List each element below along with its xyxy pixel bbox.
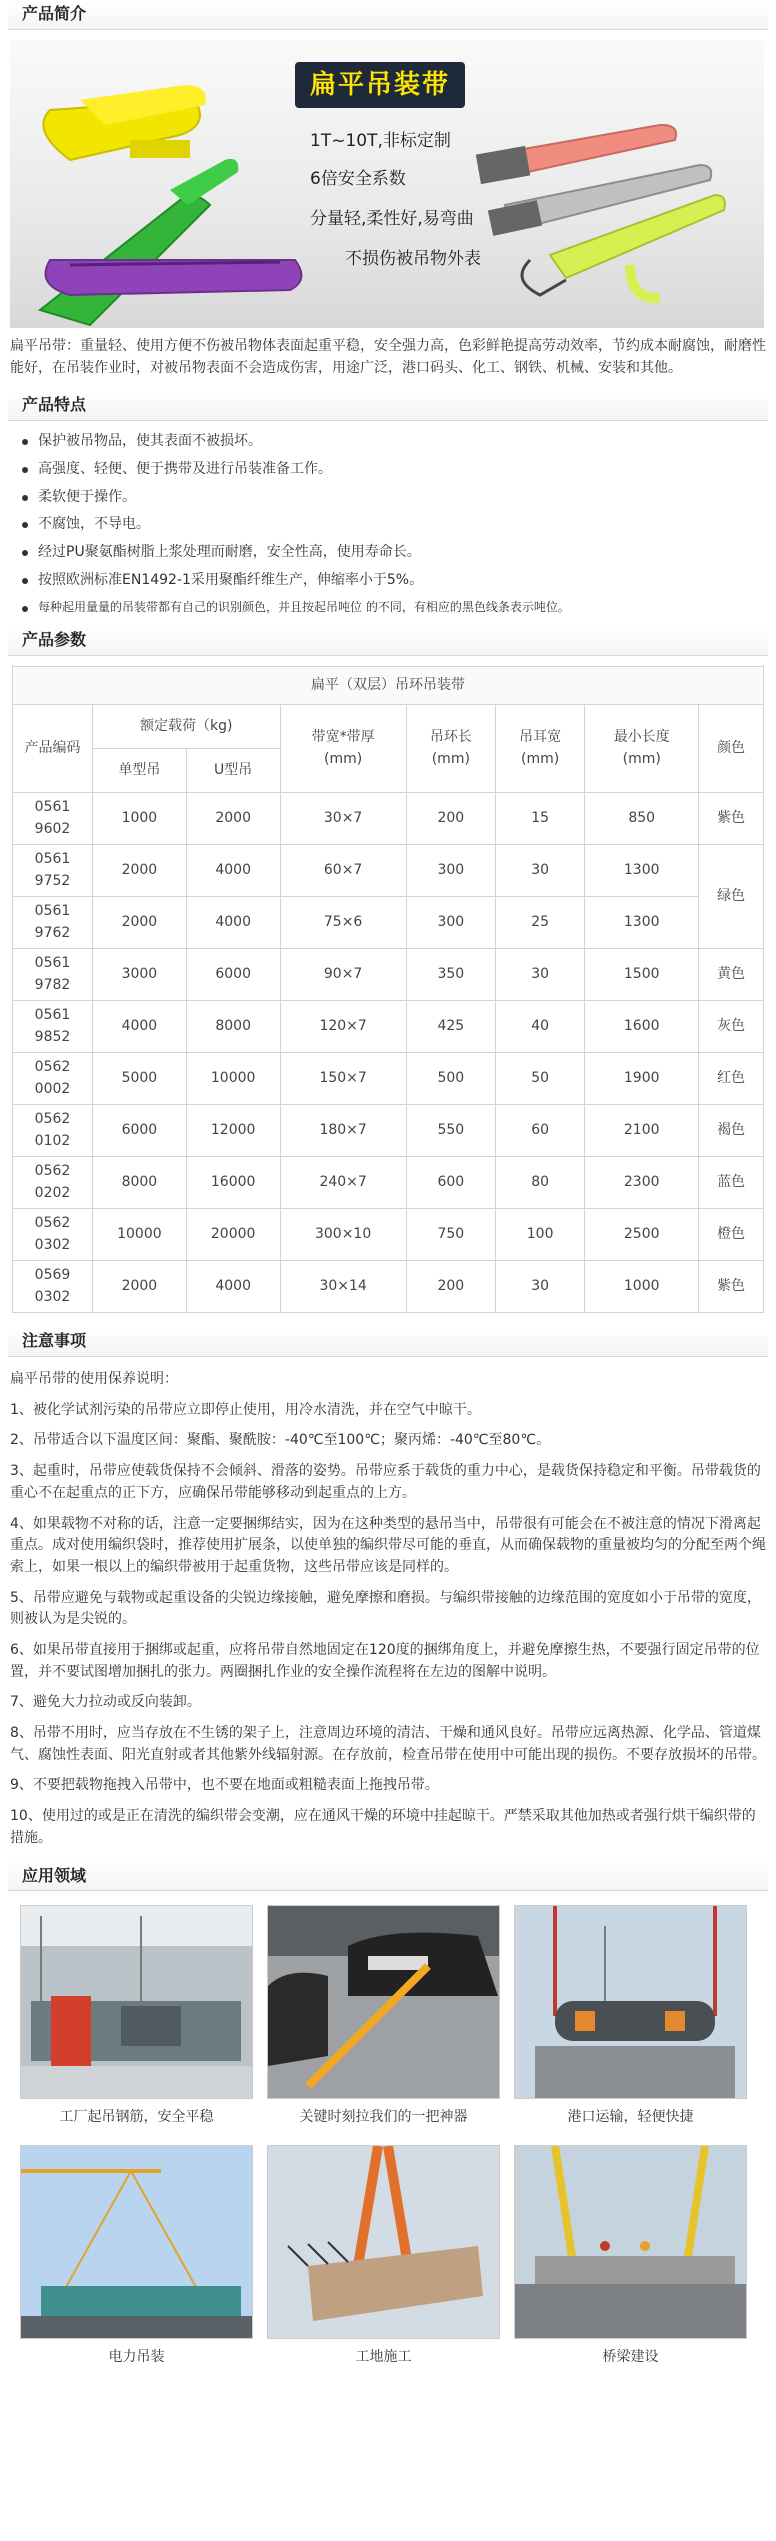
feature-list xyxy=(8,431,768,616)
header-ear-width: 吊耳宽 (mm) xyxy=(495,705,584,793)
cell-code: 0562 0202 xyxy=(13,1157,93,1209)
section-heading-params: 产品参数 xyxy=(8,626,768,656)
cell-single: 4000 xyxy=(93,1001,187,1053)
cell-wt: 90×7 xyxy=(280,949,406,1001)
power-lifting-photo xyxy=(20,2145,253,2339)
feature-item: 保护被吊物品，使其表面不被损坏。 xyxy=(22,431,768,453)
section-heading-features: 产品特点 xyxy=(8,391,768,421)
hero-tagline-safety: 6倍安全系数 xyxy=(310,169,406,189)
port-transport-photo xyxy=(514,1905,747,2099)
feature-item: 柔软便于操作。 xyxy=(22,487,768,509)
cell-u: 20000 xyxy=(186,1209,280,1261)
cell-single: 2000 xyxy=(93,1261,187,1313)
cell-min: 1300 xyxy=(585,845,699,897)
cell-u: 4000 xyxy=(186,845,280,897)
bridge-construction-photo xyxy=(514,2145,747,2339)
feature-item: 按照欧洲标准EN1492-1采用聚酯纤维生产，伸缩率小于5%。 xyxy=(22,570,768,592)
cell-code: 0561 9752 xyxy=(13,845,93,897)
cell-wt: 30×7 xyxy=(280,793,406,845)
cell-wt: 75×6 xyxy=(280,897,406,949)
table-row xyxy=(13,949,764,1001)
cell-single: 2000 xyxy=(93,845,187,897)
application-card xyxy=(514,1905,747,2133)
cell-color: 橙色 xyxy=(699,1209,764,1261)
header-single: 单型吊 xyxy=(93,749,187,793)
table-row xyxy=(13,897,764,949)
application-card xyxy=(20,1905,253,2133)
hero-banner xyxy=(10,40,764,328)
cell-code: 0561 9852 xyxy=(13,1001,93,1053)
section-heading-notes: 注意事项 xyxy=(8,1327,768,1357)
cell-color: 紫色 xyxy=(699,793,764,845)
cell-code: 0562 0102 xyxy=(13,1105,93,1157)
header-loop-length: 吊环长 (mm) xyxy=(406,705,495,793)
table-row xyxy=(13,1157,764,1209)
application-caption: 电力吊装 xyxy=(108,2349,165,2366)
note-paragraph: 6、如果吊带直接用于捆绑或起重，应将吊带自然地固定在120度的捆绑角度上，并避免摩擦生热，不要强行固定吊带的位置，并不要试图增加捆扎的张力。两圈捆扎作业的安全操作流程将在左边的图解中说明。 xyxy=(10,1641,760,1680)
section-heading-intro: 产品简介 xyxy=(8,0,768,30)
cell-u: 10000 xyxy=(186,1053,280,1105)
intro-paragraph: 扁平吊带：重量轻、使用方便不伤被吊物体表面起重平稳，安全强力高，色彩鲜艳提高劳动效率，节约成本耐腐蚀，耐磨性能好，在吊装作业时，对被吊物表面不会造成伤害，用途广泛，港口码头、化工、钢铁、机械、安装和其他。 xyxy=(10,338,766,376)
table-row xyxy=(13,1001,764,1053)
cell-wt: 120×7 xyxy=(280,1001,406,1053)
factory-lifting-photo xyxy=(20,1905,253,2099)
params-table xyxy=(12,666,764,1313)
application-card xyxy=(267,1905,500,2133)
cell-min: 1600 xyxy=(585,1001,699,1053)
hero-tagline-no-damage: 不损伤被吊物外表 xyxy=(345,249,481,269)
note-paragraph: 7、避免大力拉动或反向装卸。 xyxy=(10,1694,201,1711)
feature-item: 不腐蚀，不导电。 xyxy=(22,514,768,536)
cell-color: 黄色 xyxy=(699,949,764,1001)
notes-block xyxy=(8,1367,768,1851)
header-load: 额定载荷（kg) xyxy=(93,705,281,749)
cell-min: 1000 xyxy=(585,1261,699,1313)
cell-code: 0561 9762 xyxy=(13,897,93,949)
cell-code: 0562 0002 xyxy=(13,1053,93,1105)
application-caption: 关键时刻拉我们的一把神器 xyxy=(299,2109,468,2126)
table-row xyxy=(13,1261,764,1313)
cell-single: 6000 xyxy=(93,1105,187,1157)
cell-loop: 600 xyxy=(406,1157,495,1209)
cell-ear: 40 xyxy=(495,1001,584,1053)
section-heading-applications: 应用领域 xyxy=(8,1861,768,1891)
cell-loop: 500 xyxy=(406,1053,495,1105)
cell-wt: 180×7 xyxy=(280,1105,406,1157)
note-paragraph: 8、吊带不用时，应当存放在不生锈的架子上，注意周边环境的清洁、干燥和通风良好。吊带应远离热源、化学品、管道煤气、腐蚀性表面、阳光直射或者其他紫外线辐射源。在存放前，检查吊带在使用中可能出现的损伤。不要存放损坏的吊带。 xyxy=(10,1725,766,1763)
cell-loop: 350 xyxy=(406,949,495,1001)
cell-code: 0562 0302 xyxy=(13,1209,93,1261)
cell-min: 850 xyxy=(585,793,699,845)
cell-u: 4000 xyxy=(186,897,280,949)
cell-min: 1300 xyxy=(585,897,699,949)
note-paragraph: 1、被化学试剂污染的吊带应立即停止使用，用冷水清洗，并在空气中晾干。 xyxy=(10,1401,481,1418)
cell-ear: 30 xyxy=(495,949,584,1001)
header-u-type: U型吊 xyxy=(186,749,280,793)
cell-color: 灰色 xyxy=(699,1001,764,1053)
construction-site-photo xyxy=(267,2145,500,2339)
note-paragraph: 9、不要把载物拖拽入吊带中，也不要在地面或粗糙表面上拖拽吊带。 xyxy=(10,1777,439,1794)
application-caption: 工厂起吊钢筋，安全平稳 xyxy=(59,2109,214,2126)
note-paragraph: 5、吊带应避免与载物或起重设备的尖锐边缘接触，避免摩擦和磨损。与编织带接触的边缘范围的宽度如小于吊带的宽度，则被认为是尖锐的。 xyxy=(10,1589,761,1628)
header-code: 产品编码 xyxy=(13,705,93,793)
cell-color: 褐色 xyxy=(699,1105,764,1157)
cell-wt: 60×7 xyxy=(280,845,406,897)
cell-u: 8000 xyxy=(186,1001,280,1053)
cell-single: 5000 xyxy=(93,1053,187,1105)
cell-color: 蓝色 xyxy=(699,1157,764,1209)
header-width-thickness: 带宽*带厚 (mm) xyxy=(280,705,406,793)
table-row xyxy=(13,845,764,897)
cell-code: 0561 9602 xyxy=(13,793,93,845)
table-row xyxy=(13,1105,764,1157)
cell-wt: 240×7 xyxy=(280,1157,406,1209)
note-paragraph: 3、起重时，吊带应使载货保持不会倾斜、滑落的姿势。吊带应系于载货的重力中心，是载货保持稳定和平衡。吊带载货的重心不在起重点的正下方，应确保吊带能够移动到起重点的上方。 xyxy=(10,1463,761,1501)
note-paragraph: 2、吊带适合以下温度区间：聚酯、聚酰胺：-40℃至100℃；聚丙烯：-40℃至80℃。 xyxy=(10,1432,551,1449)
car-tow-photo xyxy=(267,1905,500,2099)
cell-color: 紫色 xyxy=(699,1261,764,1313)
cell-u: 12000 xyxy=(186,1105,280,1157)
application-caption: 港口运输，轻便快捷 xyxy=(567,2109,694,2126)
hero-tagline-capacity: 1T~10T,非标定制 xyxy=(310,131,451,151)
cell-loop: 300 xyxy=(406,845,495,897)
cell-min: 1900 xyxy=(585,1053,699,1105)
note-paragraph: 10、使用过的或是正在清洗的编织带会变潮，应在通风干燥的环境中挂起晾干。严禁采取其他加热或者强行烘干编织带的措施。 xyxy=(10,1808,756,1846)
cell-u: 4000 xyxy=(186,1261,280,1313)
cell-min: 1500 xyxy=(585,949,699,1001)
hero-title-badge: 扁平吊装带 xyxy=(295,62,465,108)
cell-code: 0561 9782 xyxy=(13,949,93,1001)
applications-grid xyxy=(8,1901,768,2372)
hero-tagline-lightweight: 分量轻,柔性好,易弯曲 xyxy=(310,209,474,229)
application-card xyxy=(267,2145,500,2373)
cell-loop: 550 xyxy=(406,1105,495,1157)
cell-wt: 300×10 xyxy=(280,1209,406,1261)
cell-u: 16000 xyxy=(186,1157,280,1209)
cell-ear: 15 xyxy=(495,793,584,845)
cell-loop: 200 xyxy=(406,793,495,845)
table-row xyxy=(13,1053,764,1105)
cell-wt: 150×7 xyxy=(280,1053,406,1105)
cell-single: 3000 xyxy=(93,949,187,1001)
cell-ear: 30 xyxy=(495,1261,584,1313)
cell-ear: 80 xyxy=(495,1157,584,1209)
cell-single: 10000 xyxy=(93,1209,187,1261)
cell-code: 0569 0302 xyxy=(13,1261,93,1313)
cell-min: 2500 xyxy=(585,1209,699,1261)
cell-u: 6000 xyxy=(186,949,280,1001)
application-card xyxy=(20,2145,253,2373)
table-caption: 扁平（双层）吊环吊装带 xyxy=(13,667,764,705)
feature-item: 经过PU聚氨酯树脂上浆处理而耐磨，安全性高，使用寿命长。 xyxy=(22,542,768,564)
cell-loop: 200 xyxy=(406,1261,495,1313)
cell-loop: 750 xyxy=(406,1209,495,1261)
note-paragraph: 扁平吊带的使用保养说明： xyxy=(10,1371,178,1388)
header-color: 颜色 xyxy=(699,705,764,793)
cell-single: 1000 xyxy=(93,793,187,845)
application-caption: 工地施工 xyxy=(355,2349,412,2366)
cell-ear: 50 xyxy=(495,1053,584,1105)
cell-color: 红色 xyxy=(699,1053,764,1105)
cell-u: 2000 xyxy=(186,793,280,845)
cell-single: 8000 xyxy=(93,1157,187,1209)
cell-single: 2000 xyxy=(93,897,187,949)
note-paragraph: 4、如果载物不对称的话，注意一定要捆绑结实，因为在这种类型的悬吊当中，吊带很有可能会在不被注意的情况下滑离起重点。成对使用编织袋时，推荐使用扩展条，以使单独的编织带尽可能的垂直，从而确保载物的重量被均匀的分配至两个绳索上，如果一根以上的编织带被用于起重货物，这些吊带应该是同样的。 xyxy=(10,1515,766,1575)
cell-ear: 60 xyxy=(495,1105,584,1157)
cell-ear: 30 xyxy=(495,845,584,897)
cell-min: 2300 xyxy=(585,1157,699,1209)
cell-ear: 100 xyxy=(495,1209,584,1261)
feature-item: 高强度、轻便、便于携带及进行吊装准备工作。 xyxy=(22,459,768,481)
cell-wt: 30×14 xyxy=(280,1261,406,1313)
header-min-length: 最小长度 (mm) xyxy=(585,705,699,793)
application-caption: 桥梁建设 xyxy=(602,2349,659,2366)
feature-item: 每种起用量量的吊装带都有自己的识别颜色，并且按起吊吨位 的不同，有相应的黑色线条表示吨位。 xyxy=(22,598,768,617)
table-row xyxy=(13,793,764,845)
table-row xyxy=(13,1209,764,1261)
cell-ear: 25 xyxy=(495,897,584,949)
cell-loop: 300 xyxy=(406,897,495,949)
cell-min: 2100 xyxy=(585,1105,699,1157)
cell-color: 绿色 xyxy=(699,845,764,949)
cell-loop: 425 xyxy=(406,1001,495,1053)
application-card xyxy=(514,2145,747,2373)
